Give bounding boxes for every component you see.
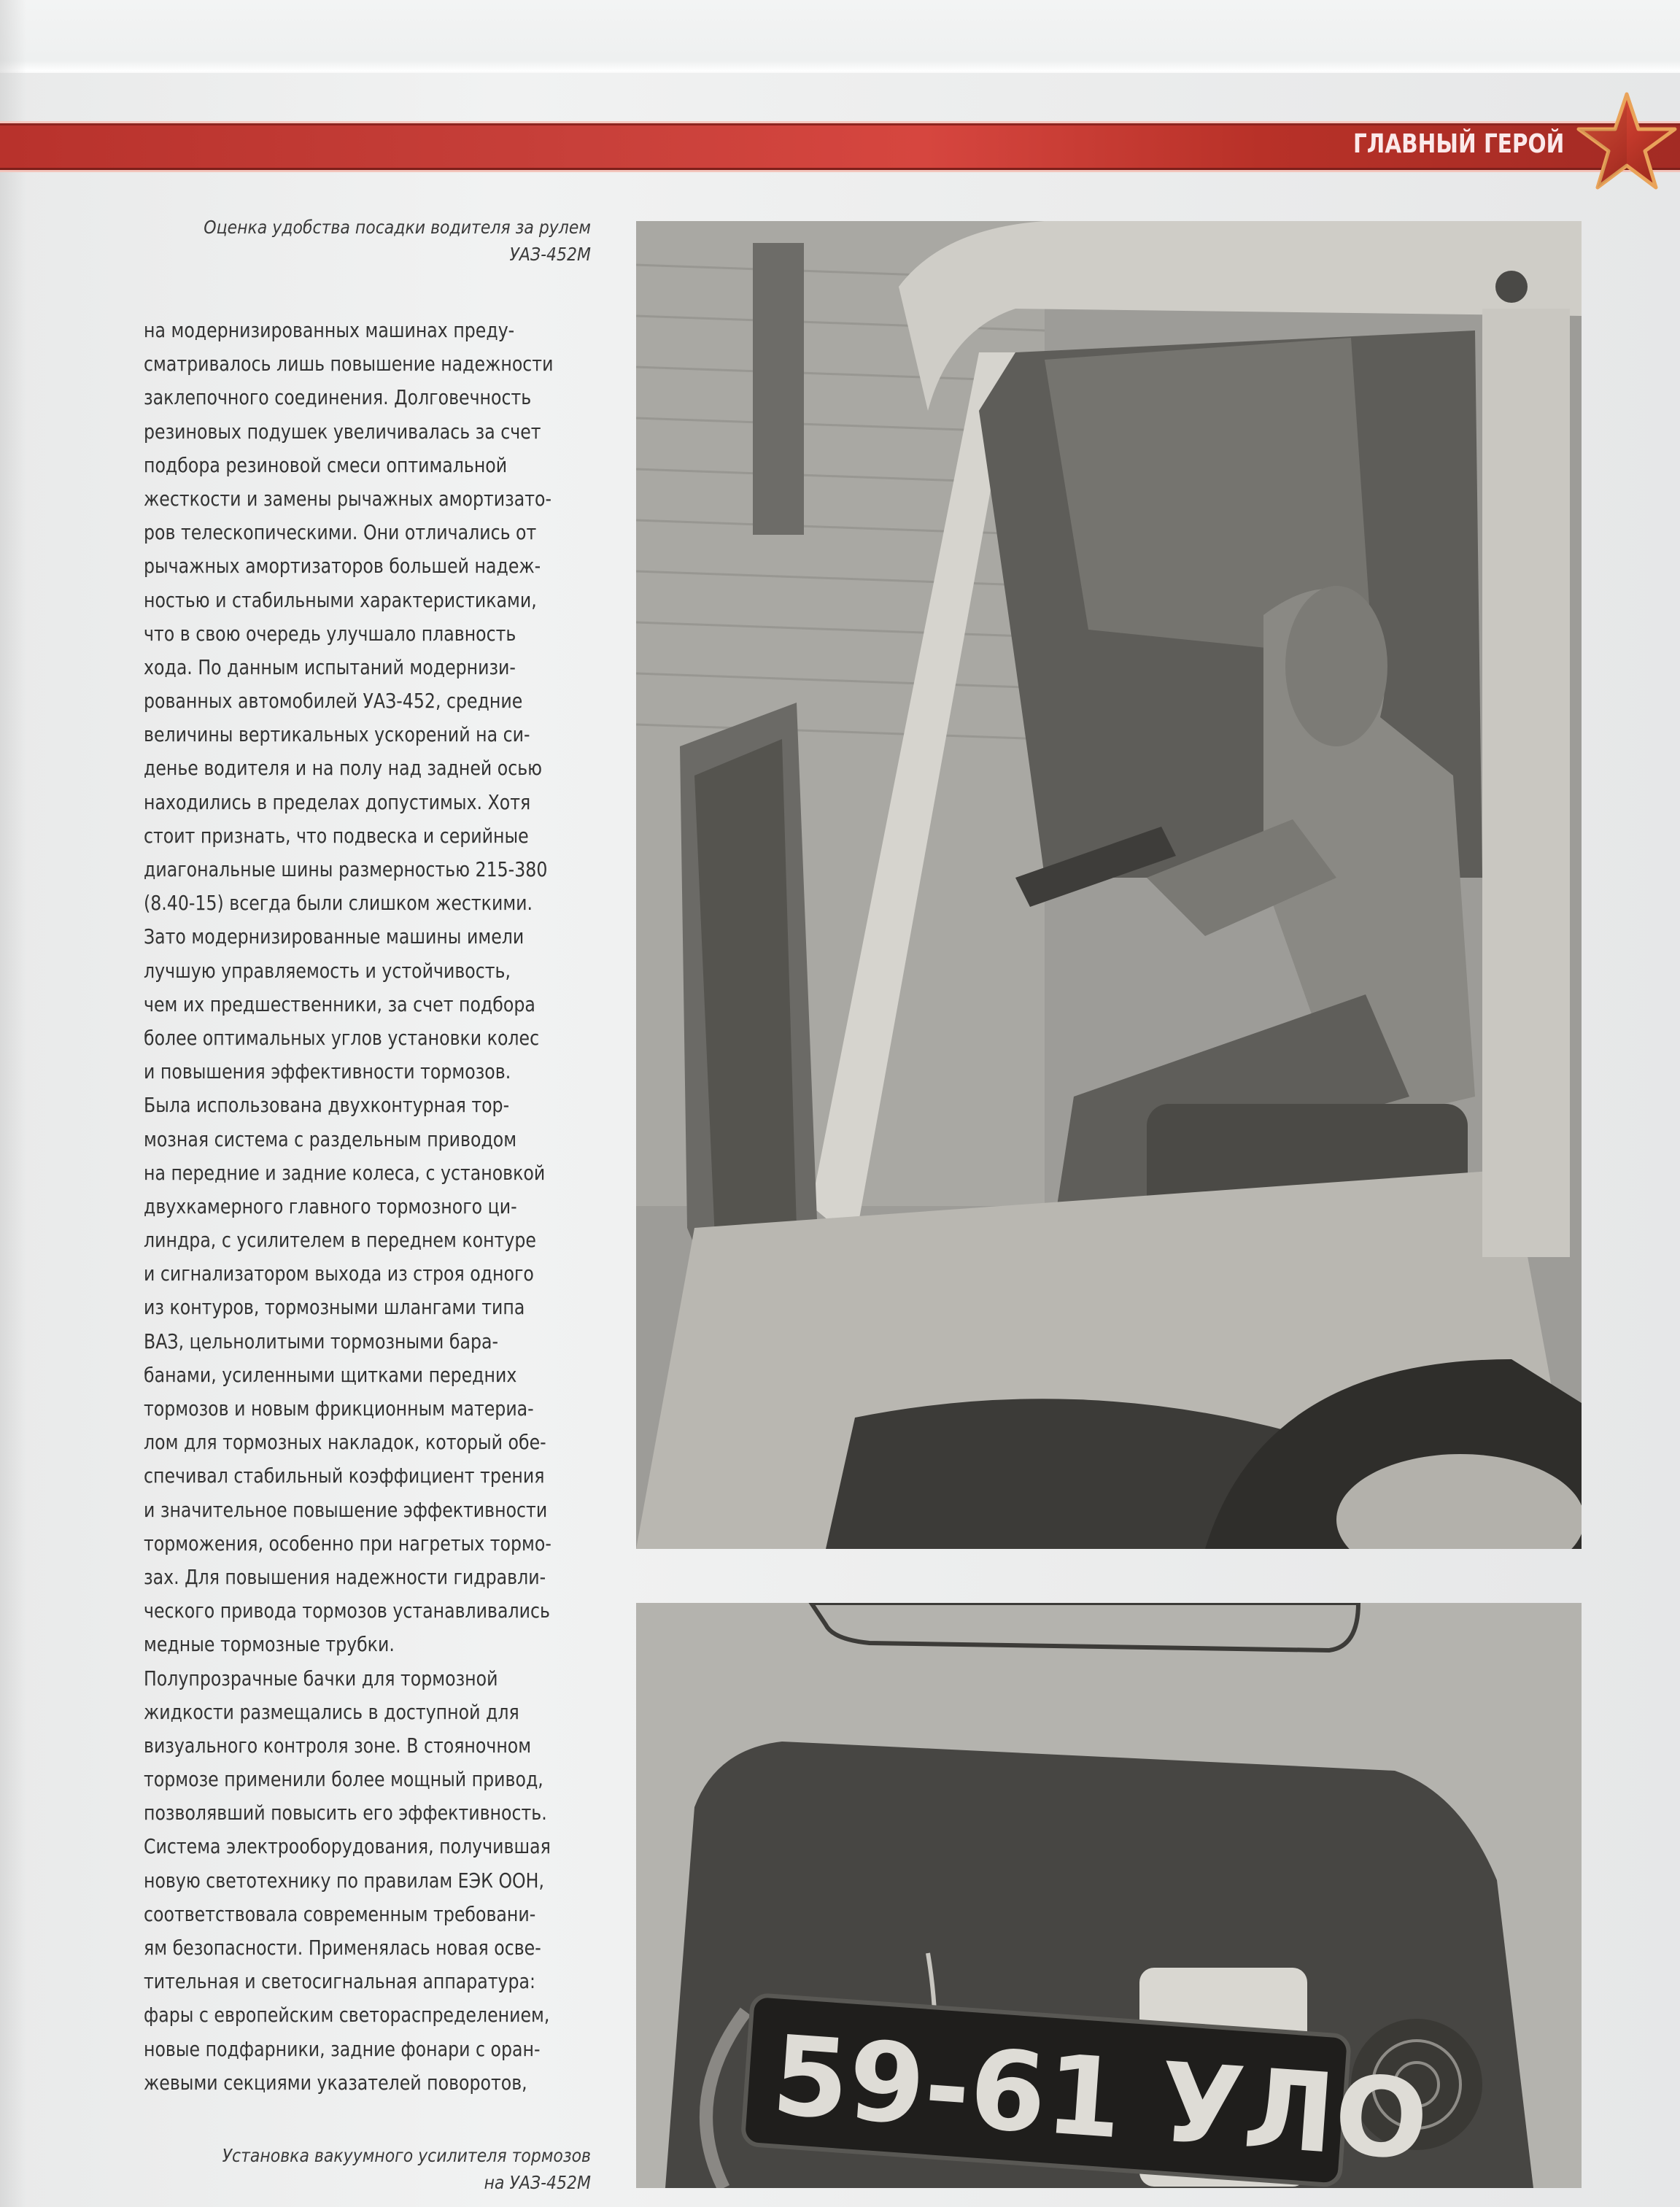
photo-driver-cab (636, 221, 1582, 1549)
article-line: из контуров, тормозными шлангами типа (144, 1296, 525, 1320)
article-line: хода. По данным испытаний модернизи- (144, 655, 516, 679)
article-line: (8.40-15) всегда были слишком жесткими. (144, 892, 533, 916)
article-line: ров телескопическими. Они отличались от (144, 521, 537, 545)
article-line: подбора резиновой смеси оптимальной (144, 453, 508, 477)
article-line: и сигнализатором выхода из строя одного (144, 1262, 534, 1286)
article-line: величины вертикальных ускорений на си- (144, 723, 530, 747)
article-body (144, 314, 595, 2100)
red-star-icon (1576, 91, 1678, 193)
caption-line: Оценка удобства посадки водителя за рулем (204, 217, 591, 238)
photo-caption-bottom (77, 2142, 591, 2196)
article-line: рычажных амортизаторов большей надеж- (144, 554, 541, 579)
article-line: Полупрозрачные бачки для тормозной (144, 1666, 498, 1690)
article-line: Система электрооборудования, получившая (144, 1835, 551, 1859)
article-line: новую светотехнику по правилам ЕЭК ООН, (144, 1868, 544, 1893)
article-line: и значительное повышение эффективности (144, 1498, 548, 1522)
article-line: и повышения эффективности тормозов. (144, 1060, 511, 1084)
article-line: ностью и стабильными характеристиками, (144, 588, 537, 612)
article-line: мозная система с раздельным приводом (144, 1127, 517, 1151)
article-line: позволявший повысить его эффективность. (144, 1801, 547, 1825)
article-line: Зато модернизированные машины имели (144, 925, 524, 949)
article-line: на модернизированных машинах преду- (144, 319, 515, 342)
article-line: тормозе применили более мощный привод, (144, 1768, 543, 1792)
article-line: линдра, с усилителем в переднем контуре (144, 1229, 536, 1253)
article-line: тительная и светосигнальная аппаратура: (144, 1970, 536, 1994)
article-line: зах. Для повышения надежности гидравли- (144, 1565, 546, 1589)
article-line: жевыми секциями указателей поворотов, (144, 2071, 527, 2095)
article-line: банами, усиленными щитками передних (144, 1363, 517, 1387)
article-line: лучшую управляемость и устойчивость, (144, 959, 511, 983)
article-line: новые подфарники, задние фонари с оран- (144, 2037, 541, 2061)
article-line: сматривалось лишь повышение надежности (144, 352, 554, 376)
photo-caption-top (103, 214, 591, 268)
article-line: спечивал стабильный коэффициент трения (144, 1464, 545, 1488)
article-line: стоит признать, что подвеска и серийные (144, 824, 529, 848)
article-line: рованных автомобилей УАЗ-452, средние (144, 689, 523, 714)
article-line: денье водителя и на полу над задней осью (144, 757, 543, 781)
article-line: ческого привода тормозов устанавливались (144, 1599, 550, 1623)
page-top-margin (0, 0, 1680, 73)
article-line: ям безопасности. Применялась новая осве- (144, 1936, 541, 1960)
article-line: резиновых подушек увеличивалась за счет (144, 420, 541, 444)
article-line: заклепочного соединения. Долговечность (144, 386, 532, 410)
article-line: соответствовала современным требовани- (144, 1902, 536, 1926)
article-line: на передние и задние колеса, с установкой (144, 1161, 546, 1185)
caption-line: на УАЗ-452М (484, 2172, 591, 2193)
article-line: находились в пределах допустимых. Хотя (144, 790, 531, 814)
scan-edge-shadow (0, 0, 26, 2207)
license-plate-text: 59-61 УЛО (768, 2012, 1432, 2185)
article-line: ВАЗ, цельнолитыми тормозными бара- (144, 1329, 499, 1353)
article-line: диагональные шины размерностью 215-380 (144, 858, 548, 881)
section-title: ГЛАВНЫЙ ГЕРОЙ (1353, 129, 1565, 159)
article-line: что в свою очередь улучшало плавность (144, 622, 516, 646)
article-line: двухкамерного главного тормозного ци- (144, 1194, 517, 1218)
article-line: чем их предшественники, за счет подбора (144, 992, 535, 1016)
article-line: жидкости размещались в доступной для (144, 1700, 519, 1724)
driver-cab-image (636, 221, 1582, 1549)
photo-brake-booster (636, 1603, 1582, 2188)
caption-line: УАЗ-452М (509, 244, 591, 265)
article-line: торможения, особенно при нагретых тормо- (144, 1531, 551, 1555)
article-line: жесткости и замены рычажных амортизато- (144, 487, 551, 511)
caption-line: Установка вакуумного усилителя тормозов (222, 2145, 591, 2166)
article-line: тормозов и новым фрикционным материа- (144, 1397, 534, 1421)
article-line: Была использована двухконтурная тор- (144, 1094, 510, 1118)
article-line: визуального контроля зоне. В стояночном (144, 1733, 532, 1758)
article-line: медные тормозные трубки. (144, 1633, 395, 1657)
article-line: фары с европейским светораспределением, (144, 2003, 550, 2028)
brake-booster-image (636, 1603, 1582, 2188)
article-line: более оптимальных углов установки колес (144, 1026, 540, 1050)
article-line: лом для тормозных накладок, который обе- (144, 1431, 546, 1455)
